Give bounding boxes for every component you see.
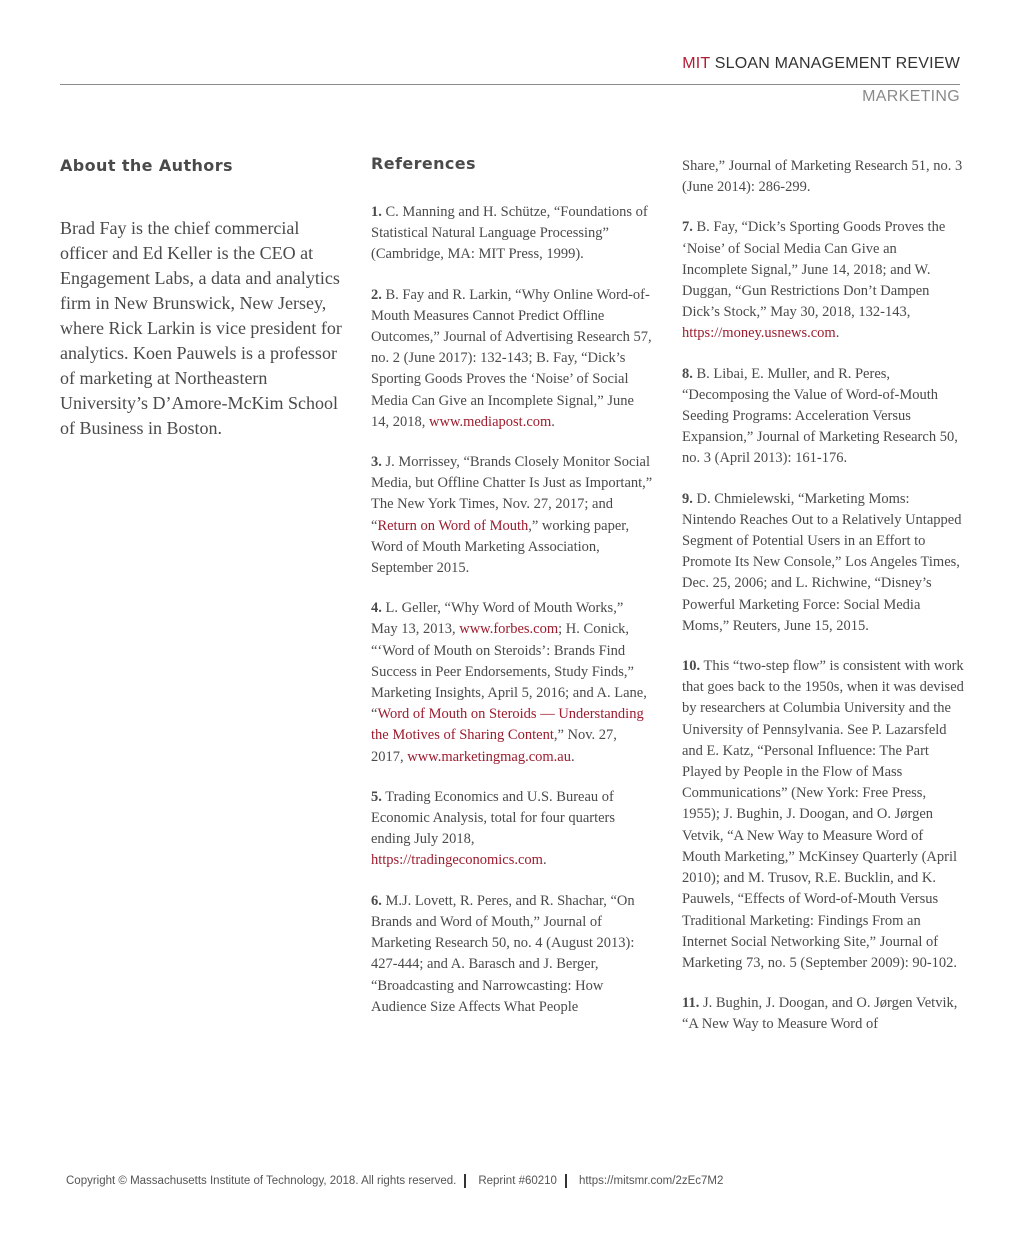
- header-rule: [60, 84, 960, 85]
- copyright-notice: Copyright © Massachusetts Institute of Technology, 2018. All rights reserved.: [66, 1175, 457, 1188]
- reference-number: 8.: [682, 365, 693, 382]
- references-heading: References: [371, 154, 476, 173]
- reference-number: 6.: [371, 892, 382, 909]
- reference-item: [371, 891, 653, 1018]
- reference-link[interactable]: www.mediapost.com: [429, 413, 552, 430]
- reprint-number: Reprint #60210: [478, 1175, 557, 1188]
- reference-item: [371, 787, 653, 872]
- reference-item: [682, 656, 964, 974]
- reference-text: B. Fay and R. Larkin, “Why Online Word-of-Mouth Measures Cannot Predict Offline Outcomes,” Journal of Advertising Research 57, no. 2 (June 2017): 132-143; B. Fay, “Dick’s Sporting Goods Proves the ‘Noise’ of Social Media Can Give an Incomplete Signal,” June 14, 2018,: [371, 286, 652, 430]
- reference-text: Trading Economics and U.S. Bureau of Economic Analysis, total for four quarters ending July 2018,: [371, 788, 616, 848]
- brand-name: SLOAN MANAGEMENT REVIEW: [714, 55, 960, 72]
- reference-text: ,” working paper, Word of Mouth Marketing Association, September 2015.: [371, 517, 630, 577]
- reference-list: [371, 202, 653, 1018]
- reprint-url[interactable]: https://mitsmr.com/2zEc7M2: [578, 1175, 724, 1188]
- reference-text: D. Chmielewski, “Marketing Moms: Nintendo Reaches Out to a Relatively Untapped Segment of Potential Users in an Effort to Promote Its New Console,” Los Angeles Times, Dec. 25, 2006; and L. Richwine, “Disney’s Powerful Marketing Force: Social Media Moms,” Reuters, June 15, 2015.: [682, 490, 962, 634]
- reference-text: This “two-step flow” is consistent with work that goes back to the 1950s, when it was devised by researchers at Columbia University and the University of Pennsylvania. See P. Lazarsfeld and E. Katz, “Personal Influence: The Part Played by People in the Flow of Mass Communications” (New York: Free Press, 1955); J. Bughin, J. Doogan, and O. Jørgen Vetvik, “A New Way to Measure Word of Mouth Marketing,” McKinsey Quarterly (April 2010); and M. Trusov, R.E. Bucklin, and K. Pauwels, “Effects of Word-of-Mouth Versus Traditional Marketing: Findings From an Internet Social Networking Site,” Journal of Marketing 73, no. 5 (September 2009): 90-102.: [682, 658, 964, 971]
- reference-link[interactable]: www.forbes.com: [459, 621, 559, 638]
- reference-number: 11.: [682, 995, 700, 1012]
- section-label: MARKETING: [862, 88, 960, 105]
- reference-number: 2.: [371, 286, 382, 303]
- reference-item: [682, 993, 964, 1035]
- reference-link[interactable]: https://money.usnews.com: [682, 325, 836, 342]
- reference-item: [371, 598, 653, 768]
- reference-number: 10.: [682, 658, 701, 675]
- reference-text: B. Libai, E. Muller, and R. Peres, “Decomposing the Value of Word-of-Mouth Seeding Programs: Acceleration Versus Expansion,” Journal of Marketing Research 50, no. 3 (April 2013): 161-176.: [682, 365, 958, 467]
- reference-text: C. Manning and H. Schütze, “Foundations of Statistical Natural Language Processing” (Cambridge, MA: MIT Press, 1999).: [371, 204, 648, 263]
- reference-number: 3.: [371, 454, 382, 471]
- footer-divider: [464, 1174, 466, 1188]
- reference-text: J. Morrissey, “Brands Closely Monitor Social Media, but Offline Chatter Is Just as Important,” The New York Times, Nov. 27, 2017; and “: [371, 454, 653, 534]
- reference-item: [371, 285, 653, 433]
- reference-text: J. Bughin, J. Doogan, and O. Jørgen Vetvik, “A New Way to Measure Word of: [682, 995, 958, 1033]
- brand-mit: MIT: [682, 55, 711, 72]
- reference-text: .: [835, 325, 840, 342]
- reference-link[interactable]: Return on Word of Mouth: [377, 517, 529, 534]
- reference-number: 5.: [371, 788, 382, 805]
- reference-number: 7.: [682, 219, 693, 236]
- reference-text: L. Geller, “Why Word of Mouth Works,” May 13, 2013,: [371, 600, 624, 638]
- author-bio: Brad Fay is the chief commercial officer and Ed Keller is the CEO at Engagement Labs, a data and analytics firm in New Brunswick, New Jersey, where Rick Larkin is vice president for analytics. Koen Pauwels is a professor of marketing at Northeastern University’s D’Amore-McKim School of Business in Boston.: [60, 218, 342, 438]
- page-footer: [66, 1174, 723, 1188]
- reference-text: ; H. Conick, “‘Word of Mouth on Steroids’: Brands Find Success in Peer Endorsements, Study Finds,” Marketing Insights, April 5, 2016; and A. Lane, “: [371, 621, 647, 723]
- reference-number: 9.: [682, 490, 693, 507]
- reference-item: [371, 202, 653, 266]
- reference-continuation: Share,” Journal of Marketing Research 51, no. 3 (June 2014): 286-299.: [682, 158, 963, 196]
- references-column-2: [682, 156, 964, 1055]
- reference-text: .: [542, 852, 547, 869]
- about-authors-column: [60, 156, 342, 459]
- reference-text: .: [551, 413, 555, 430]
- reference-link[interactable]: www.marketingmag.com.au: [407, 748, 571, 765]
- references-column-1: [371, 154, 653, 1037]
- reference-item: [682, 489, 964, 637]
- about-heading: About the Authors: [60, 156, 233, 175]
- reference-text: B. Fay, “Dick’s Sporting Goods Proves the ‘Noise’ of Social Media Can Give an Incomplete Signal,” June 14, 2018; and W. Duggan, “Gun Restrictions Don’t Dampen Dick’s Stock,” May 30, 2018, 132-143,: [682, 219, 946, 321]
- footer-divider: [565, 1174, 567, 1188]
- reference-text: M.J. Lovett, R. Peres, and R. Shachar, “On Brands and Word of Mouth,” Journal of Marketing Research 50, no. 4 (August 2013): 427-444; and A. Barasch and J. Berger, “Broadcasting and Narrowcasting: How Audience Size Affects What People: [371, 892, 635, 1015]
- reference-item: [682, 364, 964, 470]
- reference-text: .: [571, 748, 575, 765]
- reference-item: [682, 217, 964, 344]
- reference-number: 4.: [371, 600, 382, 617]
- reference-item: [371, 452, 653, 579]
- reference-link[interactable]: https://tradingeconomics.com: [371, 852, 543, 869]
- reference-link[interactable]: Word of Mouth on Steroids — Understanding the Motives of Sharing Content: [371, 706, 644, 744]
- reference-text: ,” Nov. 27, 2017,: [371, 727, 617, 765]
- masthead-logo: [682, 55, 960, 73]
- reference-number: 1.: [371, 204, 382, 220]
